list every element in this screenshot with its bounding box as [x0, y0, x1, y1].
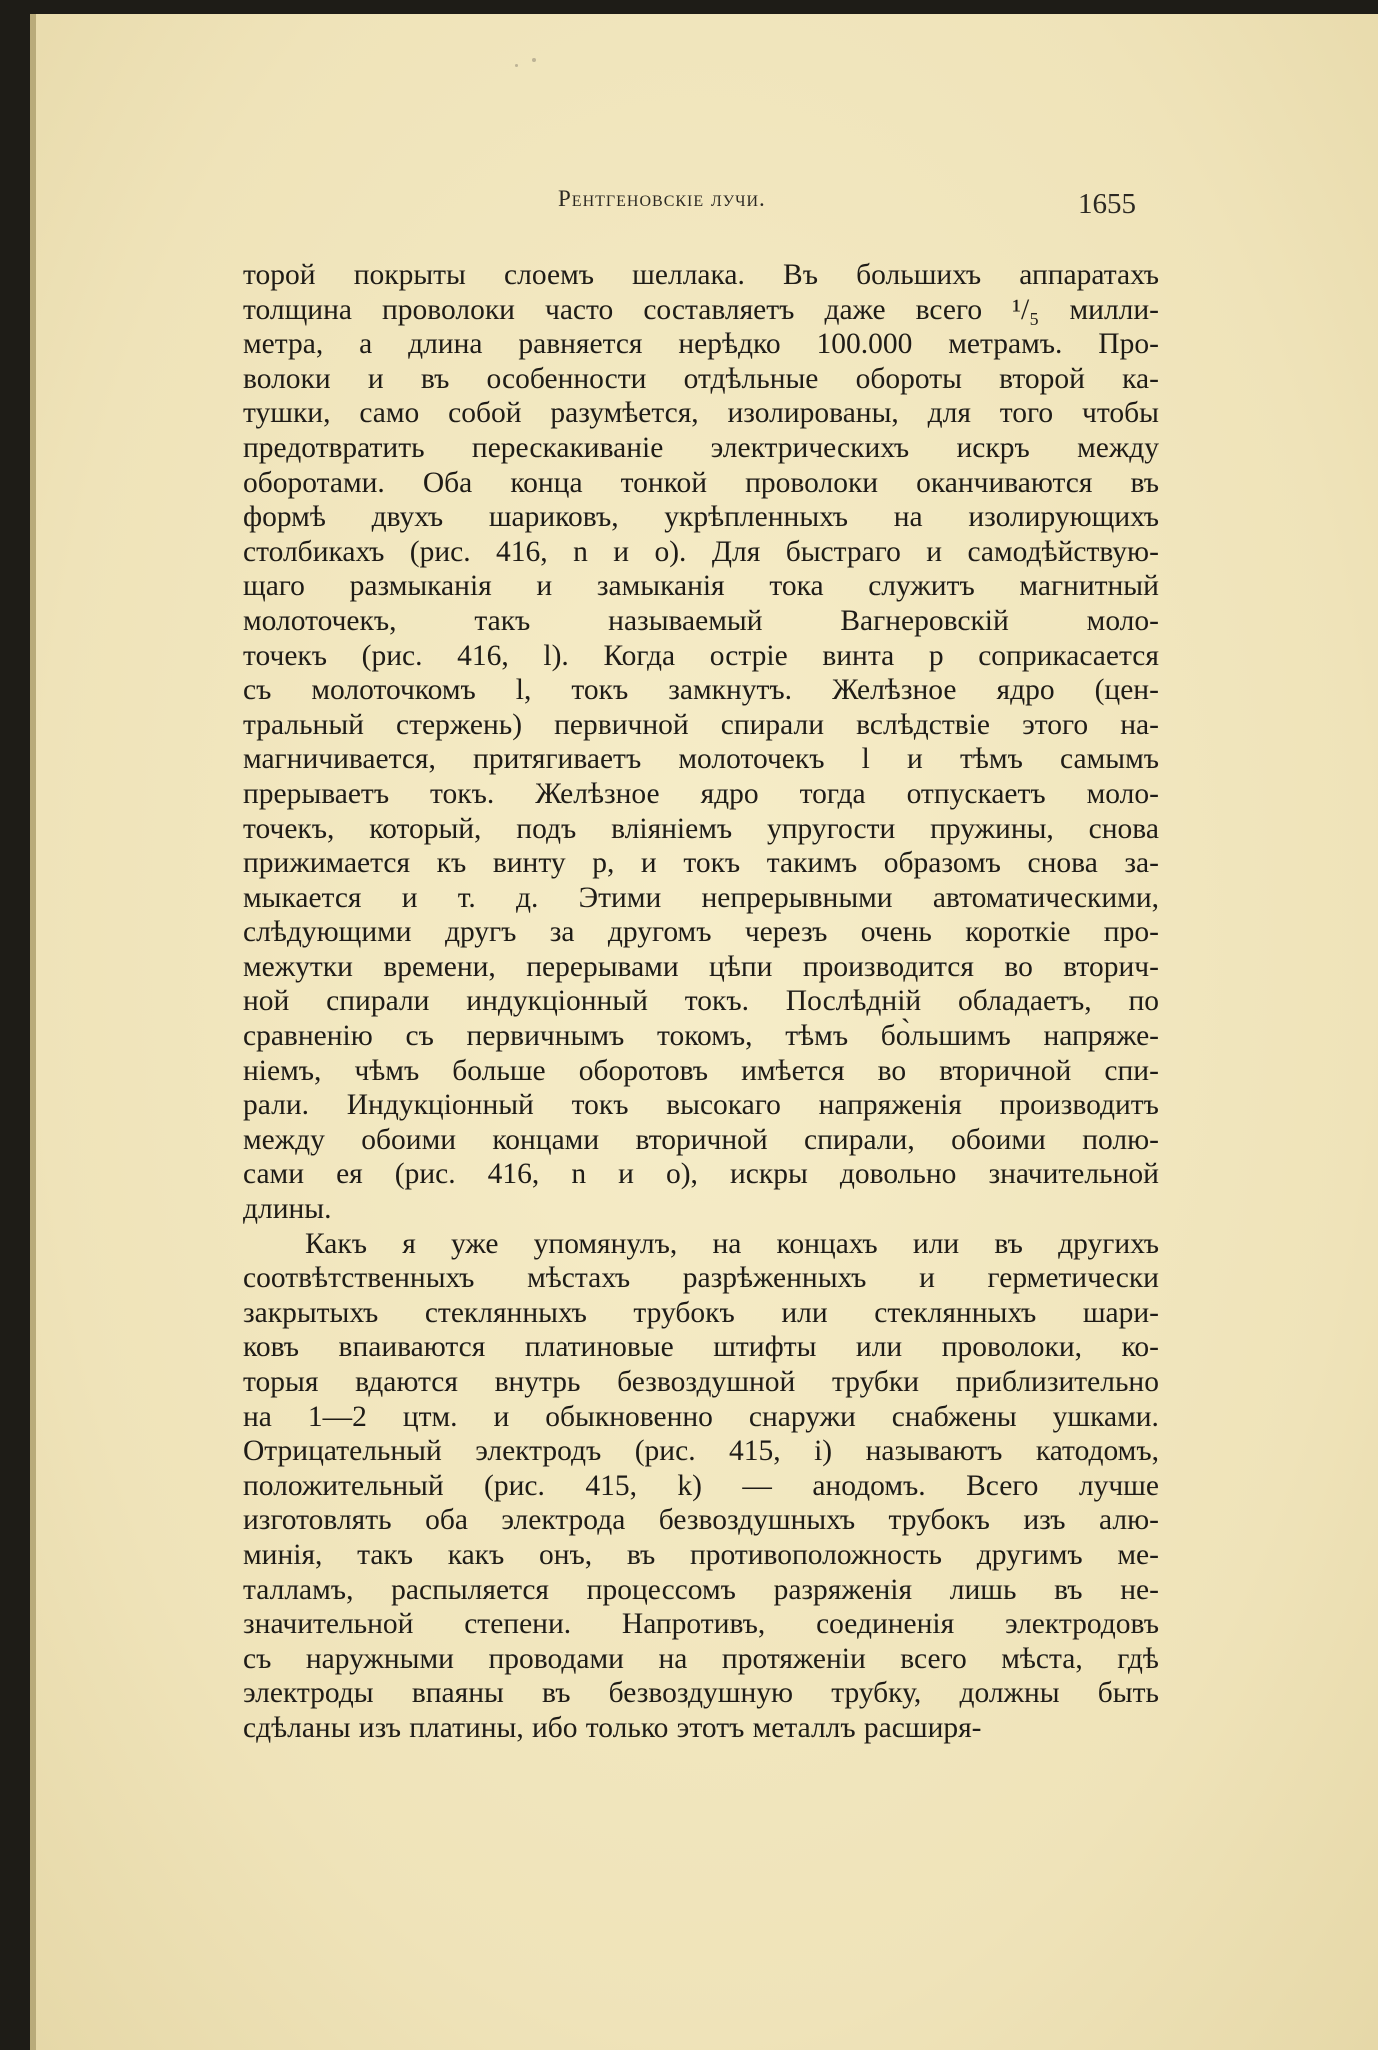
text-line: точекъ (рис. 416, l). Когда остріе винта p соприкасается [243, 639, 1159, 672]
text-line: тральный стержень) первичной спирали вслѣдствіе этого на- [243, 708, 1159, 741]
text-line: точекъ, который, подъ вліяніемъ упругости пружины, снова [243, 812, 1159, 845]
text-line: положительный (рис. 415, k) — анодомъ. Всего лучше [243, 1469, 1159, 1502]
text-line: торой покрыты слоемъ шеллака. Въ большихъ аппаратахъ [243, 259, 1159, 291]
text-line: талламъ, распыляется процессомъ разряженія лишь въ не- [243, 1573, 1159, 1606]
text-line: столбикахъ (рис. 416, n и o). Для быстраго и самодѣйствую- [243, 535, 1159, 568]
body-text [243, 258, 1159, 1746]
text-line: магничивается, притягиваетъ молоточекъ l и тѣмъ самымъ [243, 743, 1159, 776]
text-line: предотвратить перескакиваніе электрическихъ искръ между [243, 431, 1159, 464]
text-line: длины. [243, 1193, 332, 1226]
text-line: закрытыхъ стеклянныхъ трубокъ или стеклянныхъ шари- [243, 1296, 1159, 1329]
text-line: Какъ я уже упомянулъ, на концахъ или въ другихъ [305, 1227, 1159, 1260]
text-line: прижимается къ винту p, и токъ такимъ образомъ снова за- [243, 847, 1159, 880]
text-line: толщина проволоки часто составляетъ даже всего ¹/₅ милли- [243, 293, 1159, 326]
text-line: формѣ двухъ шариковъ, укрѣпленныхъ на изолирующихъ [243, 501, 1159, 534]
text-line: сами ея (рис. 416, n и o), искры довольно значительной [243, 1158, 1159, 1191]
ink-speck [515, 64, 518, 67]
text-line: минія, такъ какъ онъ, въ противоположность другимъ ме- [243, 1538, 1159, 1571]
text-line: ковъ впаиваются платиновые штифты или проволоки, ко- [243, 1331, 1159, 1364]
text-line: сравненію съ первичнымъ токомъ, тѣмъ бо̀льшимъ напряже- [243, 1020, 1159, 1053]
text-line: ніемъ, чѣмъ больше оборотовъ имѣется во вторичной спи- [243, 1054, 1159, 1087]
text-line: электроды впаяны въ безвоздушную трубку, должны быть [243, 1677, 1159, 1710]
text-line: рали. Индукціонный токъ высокаго напряженія производитъ [243, 1089, 1159, 1122]
text-line: торыя вдаются внутрь безвоздушной трубки приблизительно [243, 1366, 1159, 1398]
text-line: щаго размыканія и замыканія тока служитъ магнитный [243, 570, 1159, 603]
running-head: Рентгеновскіе лучи. [558, 186, 766, 211]
text-line: сдѣланы изъ платины, ибо только этотъ металлъ расширя- [243, 1711, 982, 1744]
page-number: 1655 [1078, 188, 1136, 220]
text-line: Отрицательный электродъ (рис. 415, i) называютъ катодомъ, [243, 1435, 1159, 1468]
text-line: съ наружными проводами на протяженіи всего мѣста, гдѣ [243, 1642, 1159, 1675]
text-line: молоточекъ, такъ называемый Вагнеровскій моло- [243, 604, 1159, 637]
text-line: межутки времени, перерывами цѣпи производится во вторич- [243, 950, 1159, 983]
text-line: соотвѣтственныхъ мѣстахъ разрѣженныхъ и герметически [243, 1262, 1159, 1295]
text-line: на 1—2 цтм. и обыкновенно снаружи снабжены ушками. [243, 1400, 1159, 1433]
page-edge-shadow [30, 14, 36, 2050]
text-line: тушки, само собой разумѣется, изолированы, для того чтобы [243, 397, 1159, 430]
ink-speck [532, 58, 536, 62]
text-line: волоки и въ особенности отдѣльные обороты второй ка- [243, 362, 1159, 395]
text-line: значительной степени. Напротивъ, соединенія электродовъ [243, 1608, 1159, 1641]
text-line: ной спирали индукціонный токъ. Послѣдній обладаетъ, по [243, 985, 1159, 1018]
text-line: съ молоточкомъ l, токъ замкнутъ. Желѣзное ядро (цен- [243, 674, 1159, 707]
text-line: изготовлять оба электрода безвоздушныхъ трубокъ изъ алю- [243, 1504, 1159, 1537]
text-line: прерываетъ токъ. Желѣзное ядро тогда отпускаетъ моло- [243, 777, 1159, 810]
text-line: оборотами. Оба конца тонкой проволоки оканчиваются въ [243, 466, 1159, 499]
text-line: мыкается и т. д. Этими непрерывными автоматическими, [243, 881, 1159, 914]
text-line: метра, а длина равняется нерѣдко 100.000 метрамъ. Про- [243, 328, 1159, 361]
text-line: слѣдующими другъ за другомъ черезъ очень короткіе про- [243, 916, 1159, 949]
text-line: между обоими концами вторичной спирали, обоими полю- [243, 1123, 1159, 1156]
